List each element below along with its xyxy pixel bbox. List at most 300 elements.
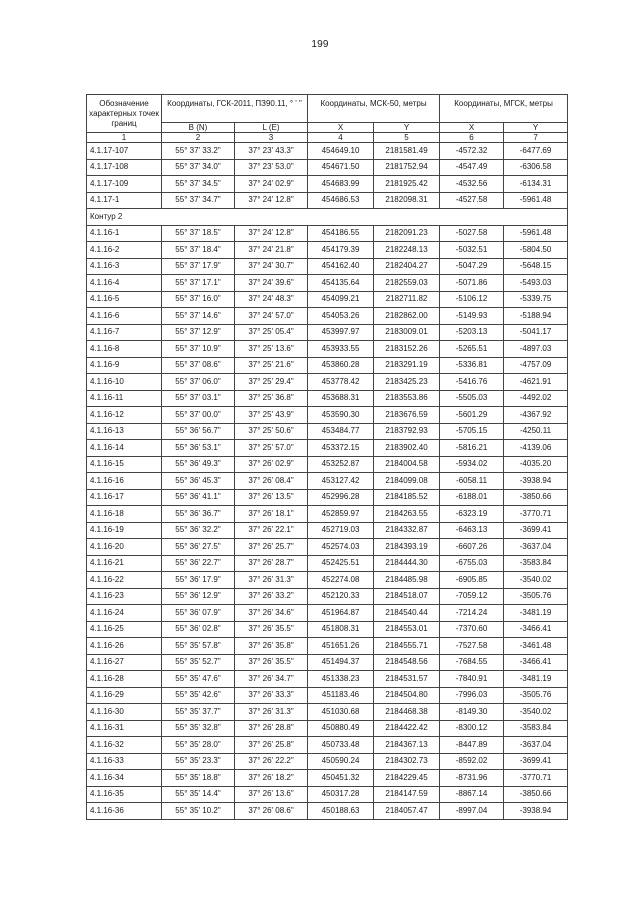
msk-x-cell: 453372.15 xyxy=(308,440,374,457)
msk-y-cell: 2184504.80 xyxy=(374,687,440,704)
longitude-cell: 37° 25' 57.0" xyxy=(235,440,308,457)
msk-y-cell: 2182559.03 xyxy=(374,275,440,292)
column-number: 7 xyxy=(504,133,568,143)
msk-y-cell: 2184555.71 xyxy=(374,638,440,655)
table-row xyxy=(87,159,568,176)
latitude-cell: 55° 37' 18.5" xyxy=(162,225,235,242)
longitude-cell: 37° 26' 35.8" xyxy=(235,638,308,655)
msk-y-cell: 2184540.44 xyxy=(374,605,440,622)
msk-x-cell: 452996.28 xyxy=(308,489,374,506)
point-id-cell: 4.1.16-10 xyxy=(87,374,162,391)
mgsk-x-cell: -5934.02 xyxy=(440,456,504,473)
mgsk-y-cell: -3505.76 xyxy=(504,687,568,704)
longitude-cell: 37° 26' 34.6" xyxy=(235,605,308,622)
table-row xyxy=(87,489,568,506)
msk-x-cell: 452719.03 xyxy=(308,522,374,539)
msk-y-cell: 2184548.56 xyxy=(374,654,440,671)
msk-x-cell: 451338.23 xyxy=(308,671,374,688)
msk-y-cell: 2183676.59 xyxy=(374,407,440,424)
latitude-cell: 55° 37' 16.0" xyxy=(162,291,235,308)
table-row xyxy=(87,539,568,556)
header-mgsk-x: X xyxy=(440,123,504,133)
mgsk-x-cell: -5505.03 xyxy=(440,390,504,407)
longitude-cell: 37° 26' 33.2" xyxy=(235,588,308,605)
table-row xyxy=(87,258,568,275)
mgsk-x-cell: -8300.12 xyxy=(440,720,504,737)
mgsk-x-cell: -5149.93 xyxy=(440,308,504,325)
table-row xyxy=(87,456,568,473)
mgsk-x-cell: -4547.49 xyxy=(440,159,504,176)
msk-y-cell: 2183291.19 xyxy=(374,357,440,374)
longitude-cell: 37° 25' 05.4" xyxy=(235,324,308,341)
msk-x-cell: 454053.26 xyxy=(308,308,374,325)
mgsk-y-cell: -5648.15 xyxy=(504,258,568,275)
msk-y-cell: 2183902.40 xyxy=(374,440,440,457)
latitude-cell: 55° 36' 02.8" xyxy=(162,621,235,638)
header-msk-y: Y xyxy=(374,123,440,133)
mgsk-y-cell: -3637.04 xyxy=(504,539,568,556)
point-id-cell: 4.1.16-17 xyxy=(87,489,162,506)
msk-y-cell: 2182098.31 xyxy=(374,192,440,209)
msk-x-cell: 452574.03 xyxy=(308,539,374,556)
header-b: B (N) xyxy=(162,123,235,133)
mgsk-x-cell: -4572.32 xyxy=(440,143,504,160)
latitude-cell: 55° 37' 14.6" xyxy=(162,308,235,325)
mgsk-y-cell: -3637.04 xyxy=(504,737,568,754)
table-row xyxy=(87,753,568,770)
table-body xyxy=(87,143,568,820)
table-row xyxy=(87,555,568,572)
msk-x-cell: 452859.97 xyxy=(308,506,374,523)
longitude-cell: 37° 26' 31.3" xyxy=(235,704,308,721)
msk-y-cell: 2184553.01 xyxy=(374,621,440,638)
table-row xyxy=(87,654,568,671)
longitude-cell: 37° 26' 22.1" xyxy=(235,522,308,539)
mgsk-y-cell: -5339.75 xyxy=(504,291,568,308)
longitude-cell: 37° 24' 48.3" xyxy=(235,291,308,308)
longitude-cell: 37° 25' 13.6" xyxy=(235,341,308,358)
latitude-cell: 55° 36' 07.9" xyxy=(162,605,235,622)
longitude-cell: 37° 26' 18.1" xyxy=(235,506,308,523)
latitude-cell: 55° 37' 06.0" xyxy=(162,374,235,391)
msk-y-cell: 2183425.23 xyxy=(374,374,440,391)
mgsk-y-cell: -3583.84 xyxy=(504,720,568,737)
msk-x-cell: 454683.99 xyxy=(308,176,374,193)
msk-y-cell: 2184332.87 xyxy=(374,522,440,539)
header-point-designation: Обозначение характерных точек границ xyxy=(87,95,162,133)
mgsk-x-cell: -5071.86 xyxy=(440,275,504,292)
msk-y-cell: 2184099.08 xyxy=(374,473,440,490)
mgsk-x-cell: -6607.26 xyxy=(440,539,504,556)
mgsk-x-cell: -5265.51 xyxy=(440,341,504,358)
mgsk-x-cell: -5032.51 xyxy=(440,242,504,259)
longitude-cell: 37° 25' 43.9" xyxy=(235,407,308,424)
latitude-cell: 55° 35' 28.0" xyxy=(162,737,235,754)
latitude-cell: 55° 37' 34.0" xyxy=(162,159,235,176)
mgsk-x-cell: -5106.12 xyxy=(440,291,504,308)
point-id-cell: 4.1.16-32 xyxy=(87,737,162,754)
point-id-cell: 4.1.16-19 xyxy=(87,522,162,539)
latitude-cell: 55° 37' 17.9" xyxy=(162,258,235,275)
msk-y-cell: 2184004.58 xyxy=(374,456,440,473)
msk-y-cell: 2184468.38 xyxy=(374,704,440,721)
mgsk-y-cell: -4250.11 xyxy=(504,423,568,440)
mgsk-x-cell: -4532.56 xyxy=(440,176,504,193)
msk-x-cell: 453933.55 xyxy=(308,341,374,358)
longitude-cell: 37° 26' 33.3" xyxy=(235,687,308,704)
section-row xyxy=(87,209,568,226)
latitude-cell: 55° 36' 12.9" xyxy=(162,588,235,605)
longitude-cell: 37° 26' 31.3" xyxy=(235,572,308,589)
msk-x-cell: 453590.30 xyxy=(308,407,374,424)
mgsk-y-cell: -3481.19 xyxy=(504,605,568,622)
table-row xyxy=(87,786,568,803)
mgsk-y-cell: -4897.03 xyxy=(504,341,568,358)
latitude-cell: 55° 35' 18.8" xyxy=(162,770,235,787)
latitude-cell: 55° 36' 49.3" xyxy=(162,456,235,473)
longitude-cell: 37° 24' 57.0" xyxy=(235,308,308,325)
latitude-cell: 55° 36' 45.3" xyxy=(162,473,235,490)
mgsk-x-cell: -7370.60 xyxy=(440,621,504,638)
longitude-cell: 37° 26' 13.5" xyxy=(235,489,308,506)
table-row xyxy=(87,192,568,209)
latitude-cell: 55° 36' 56.7" xyxy=(162,423,235,440)
mgsk-x-cell: -8867.14 xyxy=(440,786,504,803)
msk-x-cell: 454686.53 xyxy=(308,192,374,209)
mgsk-y-cell: -3540.02 xyxy=(504,572,568,589)
latitude-cell: 55° 35' 14.4" xyxy=(162,786,235,803)
table-row xyxy=(87,671,568,688)
latitude-cell: 55° 37' 34.7" xyxy=(162,192,235,209)
msk-x-cell: 452120.33 xyxy=(308,588,374,605)
mgsk-y-cell: -3540.02 xyxy=(504,704,568,721)
table-row xyxy=(87,605,568,622)
longitude-cell: 37° 26' 22.2" xyxy=(235,753,308,770)
mgsk-y-cell: -3770.71 xyxy=(504,506,568,523)
mgsk-y-cell: -5493.03 xyxy=(504,275,568,292)
latitude-cell: 55° 36' 53.1" xyxy=(162,440,235,457)
mgsk-y-cell: -5804.50 xyxy=(504,242,568,259)
longitude-cell: 37° 26' 18.2" xyxy=(235,770,308,787)
longitude-cell: 37° 23' 53.0" xyxy=(235,159,308,176)
point-id-cell: 4.1.16-6 xyxy=(87,308,162,325)
mgsk-x-cell: -7684.55 xyxy=(440,654,504,671)
table-row xyxy=(87,308,568,325)
mgsk-y-cell: -6477.69 xyxy=(504,143,568,160)
point-id-cell: 4.1.16-1 xyxy=(87,225,162,242)
point-id-cell: 4.1.16-16 xyxy=(87,473,162,490)
msk-y-cell: 2184302.73 xyxy=(374,753,440,770)
latitude-cell: 55° 36' 22.7" xyxy=(162,555,235,572)
table-row xyxy=(87,341,568,358)
mgsk-y-cell: -5188.94 xyxy=(504,308,568,325)
table-row xyxy=(87,720,568,737)
table-row xyxy=(87,803,568,820)
column-number: 4 xyxy=(308,133,374,143)
msk-y-cell: 2183152.26 xyxy=(374,341,440,358)
msk-y-cell: 2184444.30 xyxy=(374,555,440,572)
msk-y-cell: 2184263.55 xyxy=(374,506,440,523)
longitude-cell: 37° 26' 35.5" xyxy=(235,654,308,671)
longitude-cell: 37° 24' 02.9" xyxy=(235,176,308,193)
column-number: 1 xyxy=(87,133,162,143)
table-row xyxy=(87,506,568,523)
table-row xyxy=(87,522,568,539)
mgsk-y-cell: -4367.92 xyxy=(504,407,568,424)
point-id-cell: 4.1.16-7 xyxy=(87,324,162,341)
latitude-cell: 55° 35' 23.3" xyxy=(162,753,235,770)
longitude-cell: 37° 26' 35.5" xyxy=(235,621,308,638)
longitude-cell: 37° 26' 28.7" xyxy=(235,555,308,572)
latitude-cell: 55° 36' 32.2" xyxy=(162,522,235,539)
longitude-cell: 37° 26' 34.7" xyxy=(235,671,308,688)
longitude-cell: 37° 26' 28.8" xyxy=(235,720,308,737)
mgsk-x-cell: -6323.19 xyxy=(440,506,504,523)
msk-x-cell: 454135.64 xyxy=(308,275,374,292)
longitude-cell: 37° 23' 43.3" xyxy=(235,143,308,160)
msk-x-cell: 453997.97 xyxy=(308,324,374,341)
table-row xyxy=(87,407,568,424)
latitude-cell: 55° 35' 10.2" xyxy=(162,803,235,820)
table-row xyxy=(87,572,568,589)
table-header xyxy=(87,95,568,143)
mgsk-x-cell: -5336.81 xyxy=(440,357,504,374)
msk-x-cell: 451808.31 xyxy=(308,621,374,638)
msk-x-cell: 453688.31 xyxy=(308,390,374,407)
mgsk-x-cell: -6463.13 xyxy=(440,522,504,539)
msk-y-cell: 2182404.27 xyxy=(374,258,440,275)
latitude-cell: 55° 37' 33.2" xyxy=(162,143,235,160)
mgsk-x-cell: -5601.29 xyxy=(440,407,504,424)
msk-x-cell: 451651.26 xyxy=(308,638,374,655)
mgsk-y-cell: -4621.91 xyxy=(504,374,568,391)
mgsk-y-cell: -4757.09 xyxy=(504,357,568,374)
table-row xyxy=(87,423,568,440)
point-id-cell: 4.1.16-30 xyxy=(87,704,162,721)
msk-y-cell: 2183792.93 xyxy=(374,423,440,440)
mgsk-y-cell: -3466.41 xyxy=(504,621,568,638)
longitude-cell: 37° 24' 21.8" xyxy=(235,242,308,259)
point-id-cell: 4.1.16-11 xyxy=(87,390,162,407)
point-id-cell: 4.1.16-26 xyxy=(87,638,162,655)
longitude-cell: 37° 26' 08.6" xyxy=(235,803,308,820)
header-mgsk-coordinates: Координаты, МГСК, метры xyxy=(440,95,568,123)
mgsk-x-cell: -6905.85 xyxy=(440,572,504,589)
point-id-cell: 4.1.16-27 xyxy=(87,654,162,671)
longitude-cell: 37° 25' 21.6" xyxy=(235,357,308,374)
table-row xyxy=(87,588,568,605)
msk-x-cell: 451964.87 xyxy=(308,605,374,622)
header-msk-x: X xyxy=(308,123,374,133)
mgsk-x-cell: -8997.04 xyxy=(440,803,504,820)
msk-y-cell: 2183009.01 xyxy=(374,324,440,341)
mgsk-y-cell: -3938.94 xyxy=(504,473,568,490)
longitude-cell: 37° 24' 12.8" xyxy=(235,192,308,209)
latitude-cell: 55° 37' 34.5" xyxy=(162,176,235,193)
latitude-cell: 55° 36' 36.7" xyxy=(162,506,235,523)
point-id-cell: 4.1.16-34 xyxy=(87,770,162,787)
msk-x-cell: 450733.48 xyxy=(308,737,374,754)
mgsk-y-cell: -4139.06 xyxy=(504,440,568,457)
msk-y-cell: 2184147.59 xyxy=(374,786,440,803)
mgsk-x-cell: -8447.89 xyxy=(440,737,504,754)
mgsk-x-cell: -8731.96 xyxy=(440,770,504,787)
mgsk-x-cell: -7059.12 xyxy=(440,588,504,605)
msk-x-cell: 450880.49 xyxy=(308,720,374,737)
point-id-cell: 4.1.17-109 xyxy=(87,176,162,193)
point-id-cell: 4.1.16-5 xyxy=(87,291,162,308)
point-id-cell: 4.1.16-20 xyxy=(87,539,162,556)
msk-x-cell: 454162.40 xyxy=(308,258,374,275)
point-id-cell: 4.1.17-1 xyxy=(87,192,162,209)
msk-x-cell: 453127.42 xyxy=(308,473,374,490)
msk-x-cell: 453252.87 xyxy=(308,456,374,473)
mgsk-y-cell: -3583.84 xyxy=(504,555,568,572)
table-row xyxy=(87,324,568,341)
mgsk-x-cell: -5416.76 xyxy=(440,374,504,391)
mgsk-x-cell: -5705.15 xyxy=(440,423,504,440)
table-row xyxy=(87,291,568,308)
point-id-cell: 4.1.16-9 xyxy=(87,357,162,374)
msk-x-cell: 452425.51 xyxy=(308,555,374,572)
msk-x-cell: 451030.68 xyxy=(308,704,374,721)
column-number: 6 xyxy=(440,133,504,143)
latitude-cell: 55° 35' 42.6" xyxy=(162,687,235,704)
mgsk-x-cell: -4527.58 xyxy=(440,192,504,209)
mgsk-y-cell: -3699.41 xyxy=(504,753,568,770)
point-id-cell: 4.1.17-108 xyxy=(87,159,162,176)
header-msk-coordinates: Координаты, МСК-50, метры xyxy=(308,95,440,123)
msk-y-cell: 2182248.13 xyxy=(374,242,440,259)
mgsk-y-cell: -3699.41 xyxy=(504,522,568,539)
mgsk-y-cell: -3770.71 xyxy=(504,770,568,787)
mgsk-x-cell: -6058.11 xyxy=(440,473,504,490)
header-gsk-coordinates: Координаты, ГСК-2011, ПЗ90.11, ° ' " xyxy=(162,95,308,123)
section-label: Контур 2 xyxy=(87,209,568,226)
latitude-cell: 55° 37' 03.1" xyxy=(162,390,235,407)
point-id-cell: 4.1.16-36 xyxy=(87,803,162,820)
msk-x-cell: 453860.28 xyxy=(308,357,374,374)
point-id-cell: 4.1.16-8 xyxy=(87,341,162,358)
longitude-cell: 37° 24' 39.6" xyxy=(235,275,308,292)
column-number: 2 xyxy=(162,133,235,143)
mgsk-y-cell: -5961.48 xyxy=(504,192,568,209)
msk-x-cell: 454179.39 xyxy=(308,242,374,259)
mgsk-x-cell: -5816.21 xyxy=(440,440,504,457)
longitude-cell: 37° 25' 29.4" xyxy=(235,374,308,391)
longitude-cell: 37° 24' 30.7" xyxy=(235,258,308,275)
msk-y-cell: 2184185.52 xyxy=(374,489,440,506)
mgsk-x-cell: -5203.13 xyxy=(440,324,504,341)
table-row xyxy=(87,473,568,490)
mgsk-y-cell: -4035.20 xyxy=(504,456,568,473)
point-id-cell: 4.1.16-24 xyxy=(87,605,162,622)
msk-y-cell: 2184229.45 xyxy=(374,770,440,787)
table-row xyxy=(87,275,568,292)
latitude-cell: 55° 35' 32.8" xyxy=(162,720,235,737)
msk-y-cell: 2184393.19 xyxy=(374,539,440,556)
column-number-row xyxy=(87,133,568,143)
msk-y-cell: 2184367.13 xyxy=(374,737,440,754)
msk-x-cell: 453484.77 xyxy=(308,423,374,440)
page-number: 199 xyxy=(311,39,329,50)
point-id-cell: 4.1.16-15 xyxy=(87,456,162,473)
longitude-cell: 37° 24' 12.8" xyxy=(235,225,308,242)
table-row xyxy=(87,374,568,391)
longitude-cell: 37° 26' 08.4" xyxy=(235,473,308,490)
latitude-cell: 55° 36' 27.5" xyxy=(162,539,235,556)
msk-x-cell: 454099.21 xyxy=(308,291,374,308)
msk-y-cell: 2184485.98 xyxy=(374,572,440,589)
msk-x-cell: 450317.28 xyxy=(308,786,374,803)
point-id-cell: 4.1.16-31 xyxy=(87,720,162,737)
mgsk-x-cell: -5047.29 xyxy=(440,258,504,275)
table-row xyxy=(87,390,568,407)
latitude-cell: 55° 35' 57.8" xyxy=(162,638,235,655)
mgsk-y-cell: -3505.76 xyxy=(504,588,568,605)
point-id-cell: 4.1.16-21 xyxy=(87,555,162,572)
mgsk-y-cell: -3850.66 xyxy=(504,786,568,803)
point-id-cell: 4.1.16-12 xyxy=(87,407,162,424)
table-row xyxy=(87,440,568,457)
table-row xyxy=(87,687,568,704)
point-id-cell: 4.1.16-35 xyxy=(87,786,162,803)
mgsk-y-cell: -3481.19 xyxy=(504,671,568,688)
mgsk-x-cell: -6755.03 xyxy=(440,555,504,572)
column-number: 5 xyxy=(374,133,440,143)
msk-y-cell: 2184422.42 xyxy=(374,720,440,737)
msk-y-cell: 2181752.94 xyxy=(374,159,440,176)
longitude-cell: 37° 26' 02.9" xyxy=(235,456,308,473)
table-row xyxy=(87,143,568,160)
msk-x-cell: 451494.37 xyxy=(308,654,374,671)
point-id-cell: 4.1.16-2 xyxy=(87,242,162,259)
latitude-cell: 55° 37' 10.9" xyxy=(162,341,235,358)
table-row xyxy=(87,704,568,721)
latitude-cell: 55° 35' 37.7" xyxy=(162,704,235,721)
msk-x-cell: 454671.50 xyxy=(308,159,374,176)
msk-x-cell: 451183.46 xyxy=(308,687,374,704)
latitude-cell: 55° 35' 47.6" xyxy=(162,671,235,688)
latitude-cell: 55° 37' 08.6" xyxy=(162,357,235,374)
column-number: 3 xyxy=(235,133,308,143)
longitude-cell: 37° 25' 36.8" xyxy=(235,390,308,407)
msk-y-cell: 2182711.82 xyxy=(374,291,440,308)
mgsk-x-cell: -7840.91 xyxy=(440,671,504,688)
mgsk-x-cell: -5027.58 xyxy=(440,225,504,242)
point-id-cell: 4.1.16-33 xyxy=(87,753,162,770)
longitude-cell: 37° 26' 13.6" xyxy=(235,786,308,803)
latitude-cell: 55° 36' 17.9" xyxy=(162,572,235,589)
table-row xyxy=(87,638,568,655)
latitude-cell: 55° 37' 00.0" xyxy=(162,407,235,424)
table-row xyxy=(87,225,568,242)
latitude-cell: 55° 37' 18.4" xyxy=(162,242,235,259)
point-id-cell: 4.1.16-29 xyxy=(87,687,162,704)
mgsk-y-cell: -5961.48 xyxy=(504,225,568,242)
msk-y-cell: 2182091.23 xyxy=(374,225,440,242)
table-row xyxy=(87,357,568,374)
table-row xyxy=(87,737,568,754)
mgsk-x-cell: -7527.58 xyxy=(440,638,504,655)
mgsk-y-cell: -6134.31 xyxy=(504,176,568,193)
latitude-cell: 55° 36' 41.1" xyxy=(162,489,235,506)
point-id-cell: 4.1.16-23 xyxy=(87,588,162,605)
table-row xyxy=(87,176,568,193)
msk-x-cell: 452274.08 xyxy=(308,572,374,589)
mgsk-x-cell: -8592.02 xyxy=(440,753,504,770)
mgsk-x-cell: -7214.24 xyxy=(440,605,504,622)
